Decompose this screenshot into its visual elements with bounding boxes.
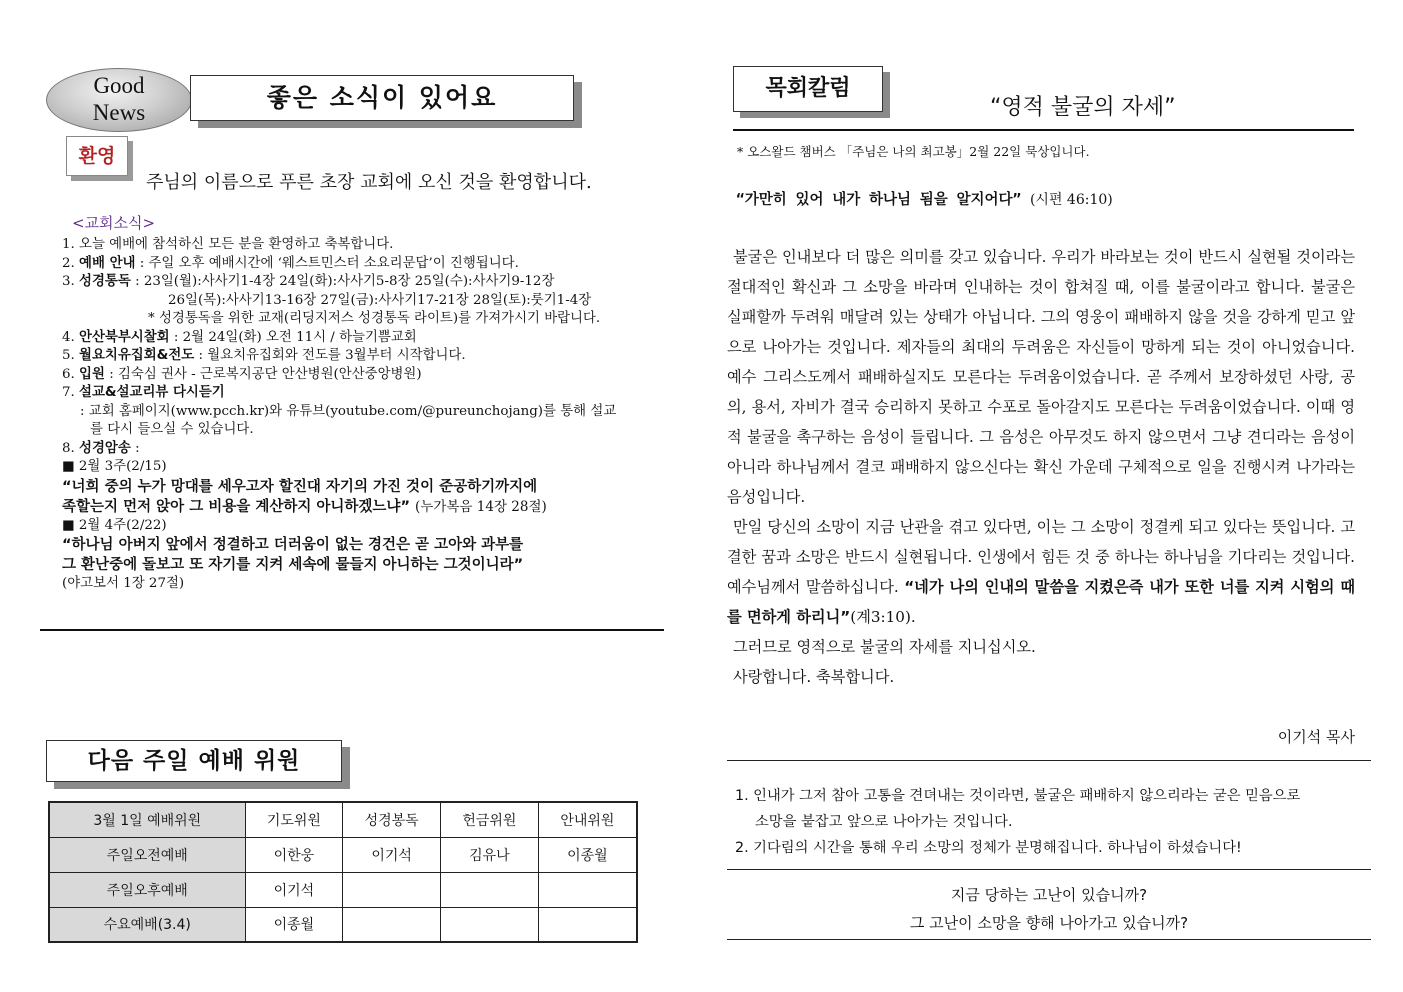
news-item-3-line3: * 성경통독을 위한 교재(리딩지저스 성경통독 라이트)를 가져가시기 바랍니다. <box>148 311 601 326</box>
duty-header-date: 3월 1일 예배위원 <box>49 802 245 837</box>
column-paragraph-1: 불굴은 인내보다 더 많은 의미를 갖고 있습니다. 우리가 바라보는 것이 반드시 실현될 것이라는 절대적인 확신과 그 소망을 바라며 인내하는 것이 합쳐질 때, 이를 불굴이라고 합니다. 불굴은 실패할까 두려워 매달려 있는 상태가 아닙니다. 그의 영웅이 패배하지 않을 것을 강하게 믿고 앞으로 나아가는 것입니다. 제자들의 최대의 두려움은 자신들이 망하게 되는 것이 아니었습니다. 예수 그리스도께서 패배하실지도 모른다는 두려움이었습니다. 곧 주께서 보장하셨던 사랑, 공의, 용서, 자비가 결국 승리하지 못하고 수포로 돌아갈지도 모른다는 두려움이었습니다. 이때 영적 불굴을 촉구하는 음성이 들립니다. 그 음성은 아무것도 하지 않으면서 그냥 견디라는 음성이 아니라 하나님께서 결코 패배하지 않으신다는 확신 가운데 구체적으로 일을 진행시켜 나가라는 음성입니다. <box>727 248 1355 506</box>
table-row <box>49 837 637 872</box>
point-1-line2: 소망을 붙잡고 앞으로 나아가는 것입니다. <box>755 814 1013 830</box>
duty-cell: 이기석 <box>245 872 343 907</box>
key-verse-ref: (시편 46:10) <box>1029 192 1113 208</box>
duty-cell: 주일오전예배 <box>49 837 245 872</box>
key-verse <box>736 188 1113 209</box>
signature: 이기석 목사 <box>1277 728 1355 746</box>
right-divider <box>733 129 1354 131</box>
news-item-6-label: 입원 <box>79 366 105 382</box>
source-note: * 오스왈드 챔버스 「주님은 나의 최고봉」2월 22일 묵상입니다. <box>737 144 1090 159</box>
week3-verse-line1: “너희 중의 누가 망대를 세우고자 할진대 자기의 가진 것이 준공하기까지에 <box>62 478 538 495</box>
news-item-6: 6. 입원 : 김숙심 권사 - 근로복지공단 안산병원(안산중앙병원) <box>62 366 422 382</box>
summary-points <box>735 783 1365 861</box>
duty-cell <box>538 907 637 942</box>
news-item-8: 8. 성경암송 : <box>62 440 140 456</box>
duty-cell: 이기석 <box>343 837 441 872</box>
news-item-1: 1. 오늘 예배에 참석하신 모든 분을 환영하고 축복합니다. <box>62 237 394 252</box>
column-paragraph-3: 그러므로 영적으로 불굴의 자세를 지니십시오. <box>733 638 1036 656</box>
table-row <box>49 907 637 942</box>
duty-header-reading: 성경봉독 <box>343 802 441 837</box>
duty-cell <box>441 872 539 907</box>
duty-cell <box>538 872 637 907</box>
column-label: 목회칼럼 <box>733 66 883 112</box>
news-item-7-line2: 를 다시 들으실 수 있습니다. <box>90 422 254 437</box>
column-body <box>727 242 1355 692</box>
news-item-4-text: : 2월 24일(화) 오전 11시 / 하늘기쁨교회 <box>173 329 417 345</box>
news-item-5: 5. 월요치유집회&전도 : 월요치유집회와 전도를 3월부터 시작합니다. <box>62 348 466 363</box>
news-item-3: 3. 성경통독 : 23일(월):사사기1-4장 24일(화):사사기5-8장 25일(수):사사기9-12장 <box>62 274 555 289</box>
duty-header-usher: 안내위원 <box>538 802 637 837</box>
week4-label: ■ 2월 4주(2/22) <box>62 517 167 533</box>
duty-header-prayer: 기도위원 <box>245 802 343 837</box>
news-item-8-label: 성경암송 <box>79 440 131 456</box>
reflection-questions <box>727 881 1371 937</box>
duty-cell: 김유나 <box>441 837 539 872</box>
duty-table <box>48 801 638 943</box>
week4-verse-line1: “하나님 아버지 앞에서 정결하고 더러움이 없는 경건은 곧 고아와 과부를 <box>62 537 524 553</box>
news-item-5-label: 월요치유집회&전도 <box>79 348 195 363</box>
welcome-text: 주님의 이름으로 푸른 초장 교회에 오신 것을 환영합니다. <box>146 172 592 193</box>
key-verse-text: “가만히 있어 내가 하나님 됨을 알지어다” <box>736 192 1022 208</box>
news-heading: <교회소식> <box>72 214 156 232</box>
duty-header-offering: 헌금위원 <box>441 802 539 837</box>
news-item-3-label: 성경통독 <box>79 274 131 289</box>
questions-bottom-divider <box>727 939 1371 940</box>
news-item-6-text: : 김숙심 권사 - 근로복지공단 안산병원(안산중앙병원) <box>109 366 422 382</box>
duty-cell <box>343 872 441 907</box>
duty-cell <box>441 907 539 942</box>
week4-ref: (야고보서 1장 27절) <box>62 576 185 591</box>
news-item-5-text: : 월요치유집회와 전도를 3월부터 시작합니다. <box>198 348 466 363</box>
week3-ref: (누가복음 14장 28절) <box>415 498 547 515</box>
points-top-divider <box>727 760 1371 761</box>
good-news-line1: Good <box>93 73 145 98</box>
question-2: 그 고난이 소망을 향해 나아가고 있습니까? <box>909 914 1189 932</box>
week4-verse-line2: 그 환난중에 돌보고 또 자기를 지켜 세속에 물들지 아니하는 그것이니라” <box>62 557 524 573</box>
duty-cell: 주일오후예배 <box>49 872 245 907</box>
questions-top-divider <box>727 869 1371 870</box>
news-item-7-line1: : 교회 홈페이지(www.pcch.kr)와 유튜브(youtube.com/@pureunchojang)를 통해 설교 <box>80 403 617 419</box>
column-title: “영적 불굴의 자세” <box>990 95 1176 120</box>
church-news <box>62 236 682 594</box>
week4-verse <box>62 535 682 575</box>
news-item-2-label: 예배 안내 <box>79 255 136 271</box>
column-paragraph-2-ref: (계3:10). <box>850 608 916 626</box>
section-title: 좋은 소식이 있어요 <box>190 75 574 121</box>
news-item-2: 2. 예배 안내 : 주일 오후 예배시간에 ‘웨스트민스터 소요리문답’이 진행됩니다. <box>62 255 519 271</box>
news-item-4: 4. 안산북부시찰회 : 2월 24일(화) 오전 11시 / 하늘기쁨교회 <box>62 329 417 345</box>
news-item-8-text: : <box>135 440 140 456</box>
news-item-4-label: 안산북부시찰회 <box>79 329 170 345</box>
point-2: 2. 기다림의 시간을 통해 우리 소망의 정체가 분명해집니다. 하나님이 하셨습니다! <box>735 840 1242 856</box>
good-news-line2: News <box>92 100 146 125</box>
duty-header-row <box>49 802 637 837</box>
column-paragraph-2-start: 만일 당신의 소망이 지금 난관을 겪고 있다면, 이는 그 소망이 정결케 되고 있다는 뜻입니다. 고결한 꿈과 소망은 반드시 실현됩니다. 인생에서 힘든 것 중 하나는 하나님을 기다리는 것입니다. 예수님께서 말씀하십니다. <box>727 518 1355 596</box>
news-item-3-line2: 26일(목):사사기13-16장 27일(금):사사기17-21장 28일(토):룻기1-4장 <box>168 292 592 308</box>
table-row <box>49 872 637 907</box>
next-week-title: 다음 주일 예배 위원 <box>46 740 342 782</box>
week3-verse <box>62 477 682 517</box>
news-item-7-label: 설교&설교리뷰 다시듣기 <box>79 385 225 400</box>
duty-cell <box>343 907 441 942</box>
week3-label: ■ 2월 3주(2/15) <box>62 459 167 474</box>
left-divider <box>40 629 664 631</box>
week3-verse-line2: 족할는지 먼저 앉아 그 비용을 계산하지 아니하겠느냐” <box>62 498 410 515</box>
question-1: 지금 당하는 고난이 있습니까? <box>950 886 1148 904</box>
column-paragraph-2 <box>727 512 1355 632</box>
column-paragraph-2-verse: “네가 나의 인내의 말씀을 지켰은즉 내가 또한 너를 지켜 시험의 때를 면하게 하리니” <box>727 578 1356 626</box>
column-paragraph-4: 사랑합니다. 축복합니다. <box>733 668 895 686</box>
duty-cell: 이한웅 <box>245 837 343 872</box>
point-1-line1: 1. 인내가 그저 참아 고통을 견뎌내는 것이라면, 불굴은 패배하지 않으리라는 굳은 믿음으로 <box>735 788 1301 804</box>
welcome-tag: 환영 <box>66 136 128 176</box>
duty-cell: 이종월 <box>538 837 637 872</box>
news-item-2-text: : 주일 오후 예배시간에 ‘웨스트민스터 소요리문답’이 진행됩니다. <box>139 255 519 271</box>
news-item-7: 7. 설교&설교리뷰 다시듣기 <box>62 385 225 400</box>
news-item-3-line1: : 23일(월):사사기1-4장 24일(화):사사기5-8장 25일(수):사사기9-12장 <box>135 274 555 289</box>
good-news-badge <box>46 68 192 132</box>
duty-cell: 이종월 <box>245 907 343 942</box>
duty-cell: 수요예배(3.4) <box>49 907 245 942</box>
